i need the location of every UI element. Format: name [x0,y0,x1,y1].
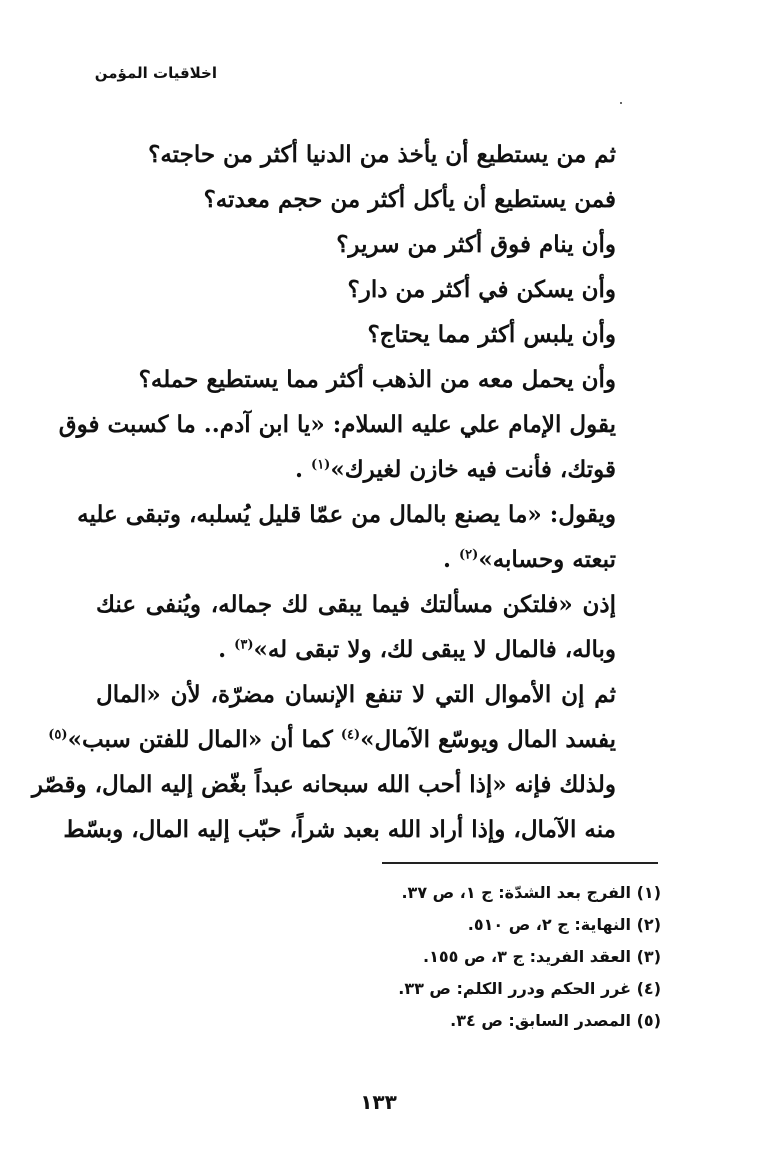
text-line [48,717,616,762]
body-text [31,132,616,852]
text-line: وأن ينام فوق أكثر من سرير؟ [336,231,616,258]
footnote: (٢) النهاية: ج ٢، ص ٥١٠. [467,915,661,934]
text-line: ولذلك فإنه «إذا أحب الله سبحانه عبداً بغّض إليه المال، وقصّر [31,771,616,798]
quote-text: يفسد المال ويوسّع الآمال» [360,726,616,753]
running-header: اخلاقيات المؤمن [94,64,217,82]
page-number: ١٣٣ [360,1090,397,1114]
text-line: إذن «فلتكن مسألتك فيما يبقى لك جماله، ويُنفى عنك [96,591,616,618]
text-line: تبعته وحسابه»$^{(٢)}$ . [443,546,616,573]
footnotes [241,877,661,1037]
text-line: ثم إن الأموال التي لا تنفع الإنسان مضرّة، لأن «المال [96,681,616,708]
footnote: (٣) العقد الفريد: ج ٣، ص ١٥٥. [423,947,661,966]
footnote: (٥) المصدر السابق: ص ٣٤. [450,1011,661,1030]
quote-text: قوتك، فأنت فيه خازن لغيرك» [330,456,616,483]
footnote-ref: (٥) [48,727,68,743]
page-speck [620,102,622,104]
quote-text: كما أن «المال للفتن سبب» [67,726,341,753]
quote-text: تبعته وحسابه» [478,546,616,573]
footnote-ref: (١) [311,457,331,473]
text-line: منه الآمال، وإذا أراد الله بعبد شراً، حبّب إليه المال، وبسّط [63,816,616,843]
text-line: وأن يحمل معه من الذهب أكثر مما يستطيع حمله؟ [138,366,616,393]
text-line: وأن يسكن في أكثر من دار؟ [347,276,616,303]
footnote-ref: (٤) [340,727,361,743]
text-line: فمن يستطيع أن يأكل أكثر من حجم معدته؟ [203,186,616,213]
quote-text: وباله، فالمال لا يبقى لك، ولا تبقى له» [253,636,616,663]
footnote: (٤) غرر الحكم ودرر الكلم: ص ٣٣. [398,979,661,998]
footnote-ref: (٢) [459,547,479,563]
footnote-ref: (٣) [234,637,254,653]
text-line: يقول الإمام علي عليه السلام: «يا ابن آدم.. ما كسبت فوق [58,411,616,438]
text-line: وأن يلبس أكثر مما يحتاج؟ [367,321,616,348]
footnote: (١) الفرج بعد الشدّة: ج ١، ص ٣٧. [401,883,661,902]
text-line: ثم من يستطيع أن يأخذ من الدنيا أكثر من حاجته؟ [148,141,616,168]
text-line: وباله، فالمال لا يبقى لك، ولا تبقى له»$^{(٣)}$ . [218,636,616,663]
text-line: ويقول: «ما يصنع بالمال من عمّا قليل يُسلبه، وتبقى عليه [77,501,616,528]
text-line: قوتك، فأنت فيه خازن لغيرك»$^{(١)}$ . [295,456,616,483]
footnote-divider [382,862,658,864]
